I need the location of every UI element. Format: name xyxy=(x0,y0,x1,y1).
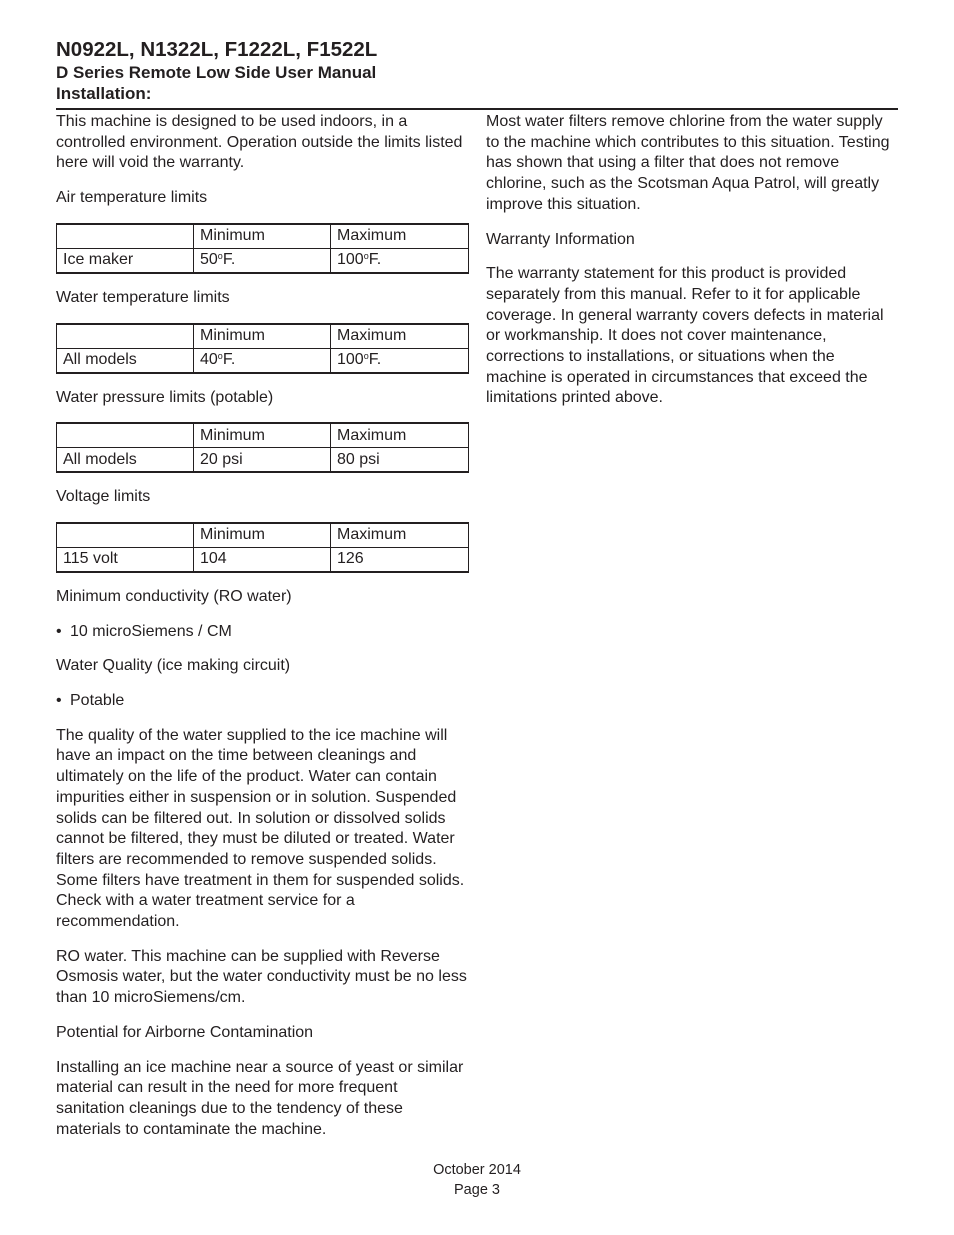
manual-title: D Series Remote Low Side User Manual xyxy=(56,63,377,82)
water-quality-caption: Water Quality (ice making circuit) xyxy=(56,657,291,675)
water-pressure-table xyxy=(56,422,469,473)
table-header-cell: Minimum xyxy=(194,523,331,548)
model-numbers-title: N0922L, N1322L, F1222L, F1522L xyxy=(56,38,378,61)
row-label: All models xyxy=(57,448,194,473)
header-rule xyxy=(56,108,898,110)
max-value: 100$^o$F. xyxy=(331,248,469,273)
air-temp-table xyxy=(56,223,469,274)
table-row xyxy=(57,348,469,373)
table-header-cell: Maximum xyxy=(331,224,469,249)
table-header-cell: Minimum xyxy=(194,324,331,349)
water-quality-paragraph: The quality of the water supplied to the ice machine will have an impact on the time between cleanings and ultimately on the life of the product. Water can contain impurities either in suspension or in solution. Suspended solids can be filtered out. In solution or dissolved solids cannot be filtered, they must be diluted or treated. Water filters are recommended to remove suspended solids. Some filters have treatment in them for suspended solids. Check with a water treatment service for a recommendation. xyxy=(56,726,465,931)
table-header-cell: Minimum xyxy=(194,224,331,249)
table-header-cell: Minimum xyxy=(194,423,331,448)
bullet-dot: • xyxy=(56,622,62,640)
conductivity-caption: Minimum conductivity (RO water) xyxy=(56,587,292,605)
filters-paragraph: Most water filters remove chlorine from the water supply to the machine which contributes to this situation. Testing has shown that using a filter that does not remove chlorine, such as the Scotsman Aqua Patrol, will greatly improve this situation. xyxy=(486,113,890,213)
voltage-table xyxy=(56,522,469,573)
water-temp-table xyxy=(56,323,469,374)
section-title: Installation: xyxy=(56,84,152,103)
intro-paragraph: This machine is designed to be used indoors, in a controlled environment. Operation outside the limits listed here will void the warranty. xyxy=(56,113,463,172)
left-column xyxy=(56,112,469,1154)
water-pressure-caption: Water pressure limits (potable) xyxy=(56,388,274,406)
warranty-caption: Warranty Information xyxy=(486,230,635,248)
row-label: 115 volt xyxy=(57,547,194,572)
table-header-cell: Maximum xyxy=(331,324,469,349)
min-value: 50$^o$F. xyxy=(194,248,331,273)
airborne-paragraph: Installing an ice machine near a source of yeast or similar material can result in the need for more frequent sanitation cleanings due to the tendency of these materials to contaminate the machine. xyxy=(56,1058,464,1138)
air-temp-caption: Air temperature limits xyxy=(56,189,208,207)
max-value: 80 psi xyxy=(331,448,469,473)
min-value: 104 xyxy=(194,547,331,572)
water-temp-caption: Water temperature limits xyxy=(56,288,230,306)
footer-date: October 2014 xyxy=(433,1162,521,1178)
max-value: 126 xyxy=(331,547,469,572)
page-footer xyxy=(0,1161,954,1200)
warranty-paragraph: The warranty statement for this product is provided separately from this manual. Refer to it for applicable coverage. In general warranty covers defects in material or workmanship. It does not cover maintenance, corrections to installations, or situations when the machine is operated in circumstances that exceed the limitations printed above. xyxy=(486,265,884,407)
min-value: 40$^o$F. xyxy=(194,348,331,373)
min-value: 20 psi xyxy=(194,448,331,473)
table-header-cell: Maximum xyxy=(331,523,469,548)
airborne-caption: Potential for Airborne Contamination xyxy=(56,1023,314,1041)
conductivity-bullet: • 10 microSiemens / CM xyxy=(56,622,469,643)
water-quality-bullet: • Potable xyxy=(56,691,469,712)
bullet-dot: • xyxy=(56,692,62,710)
table-row xyxy=(57,448,469,473)
row-label: Ice maker xyxy=(57,248,194,273)
page-header xyxy=(56,38,377,104)
table-header-cell xyxy=(57,523,194,548)
max-value: 100$^o$F. xyxy=(331,348,469,373)
table-header-cell: Maximum xyxy=(331,423,469,448)
right-column xyxy=(486,112,898,423)
table-row xyxy=(57,547,469,572)
ro-water-paragraph: RO water. This machine can be supplied with Reverse Osmosis water, but the water conductivity must be no less than 10 microSiemens/cm. xyxy=(56,947,467,1007)
table-row xyxy=(57,248,469,273)
table-header-cell xyxy=(57,224,194,249)
table-header-cell xyxy=(57,324,194,349)
voltage-caption: Voltage limits xyxy=(56,488,151,506)
page-number: Page 3 xyxy=(454,1181,500,1198)
table-header-cell xyxy=(57,423,194,448)
row-label: All models xyxy=(57,348,194,373)
